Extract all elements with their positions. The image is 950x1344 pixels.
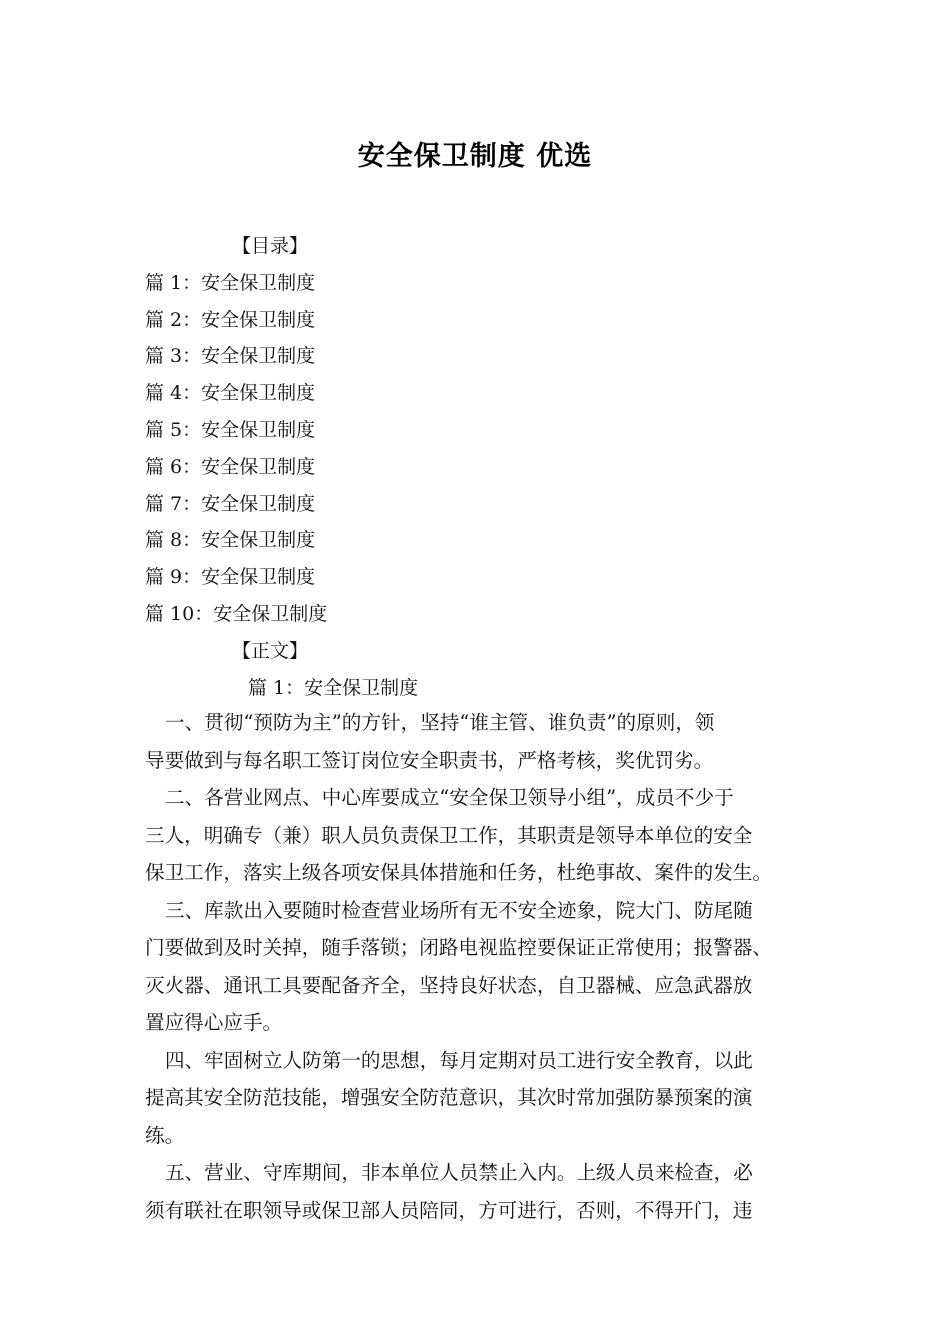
paragraph-line: 导要做到与每名职工签订岗位安全职责书，严格考核，奖优罚劣。	[145, 748, 714, 772]
document-title: 安全保卫制度 优选	[357, 141, 593, 172]
body-content	[145, 704, 807, 1229]
paragraph-1	[145, 704, 807, 779]
paragraph-2	[145, 779, 807, 892]
paragraph-line: 四、牢固树立人防第一的思想，每月定期对员工进行安全教育，以此	[165, 1048, 753, 1072]
paragraph-line: 练。	[145, 1123, 185, 1147]
paragraph-line: 提高其安全防范技能，增强安全防范意识，其次时常加强防暴预案的演	[145, 1086, 753, 1109]
toc-heading: 【目录】	[232, 235, 309, 257]
paragraph-line: 三、库款出入要随时检查营业场所有无不安全迹象，院大门、防尾随	[165, 898, 753, 922]
toc-item: 篇 3：安全保卫制度	[145, 345, 316, 368]
toc-item: 篇 10：安全保卫制度	[145, 602, 328, 625]
toc-item: 篇 7：安全保卫制度	[145, 492, 316, 515]
paragraph-line: 二、各营业网点、中心库要成立“安全保卫领导小组”，成员不少于	[165, 786, 734, 809]
paragraph-line: 门要做到及时关掉，随手落锁；闭路电视监控要保证正常使用；报警器、	[145, 936, 772, 959]
toc-item: 篇 5：安全保卫制度	[145, 418, 316, 441]
toc-item: 篇 6：安全保卫制度	[145, 455, 316, 478]
paragraph-line: 一、贯彻“预防为主”的方针，坚持“谁主管、谁负责”的原则，领	[165, 711, 715, 734]
paragraph-line: 置应得心应手。	[145, 1011, 283, 1034]
toc-item: 篇 4：安全保卫制度	[145, 382, 316, 405]
table-of-contents	[145, 228, 805, 706]
section-title: 篇 1：安全保卫制度	[248, 676, 419, 699]
paragraph-line: 须有联社在职领导或保卫部人员陪同，方可进行，否则，不得开门，违	[145, 1198, 753, 1222]
body-heading: 【正文】	[232, 639, 309, 662]
toc-item: 篇 2：安全保卫制度	[145, 308, 316, 331]
paragraph-4	[145, 1042, 807, 1155]
paragraph-line: 三人，明确专（兼）职人员负责保卫工作，其职责是领导本单位的安全	[145, 823, 753, 847]
paragraph-line: 五、营业、守库期间，非本单位人员禁止入内。上级人员来检查，必	[165, 1161, 753, 1184]
toc-item: 篇 8：安全保卫制度	[145, 529, 316, 552]
paragraph-5	[145, 1154, 807, 1229]
paragraph-line: 灭火器、通讯工具要配备齐全，坚持良好状态，自卫器械、应急武器放	[145, 973, 753, 997]
paragraph-line: 保卫工作，落实上级各项安保具体措施和任务，杜绝事故、案件的发生。	[145, 861, 772, 884]
paragraph-3	[145, 892, 807, 1042]
toc-item: 篇 1：安全保卫制度	[145, 271, 316, 294]
toc-item: 篇 9：安全保卫制度	[145, 566, 316, 589]
